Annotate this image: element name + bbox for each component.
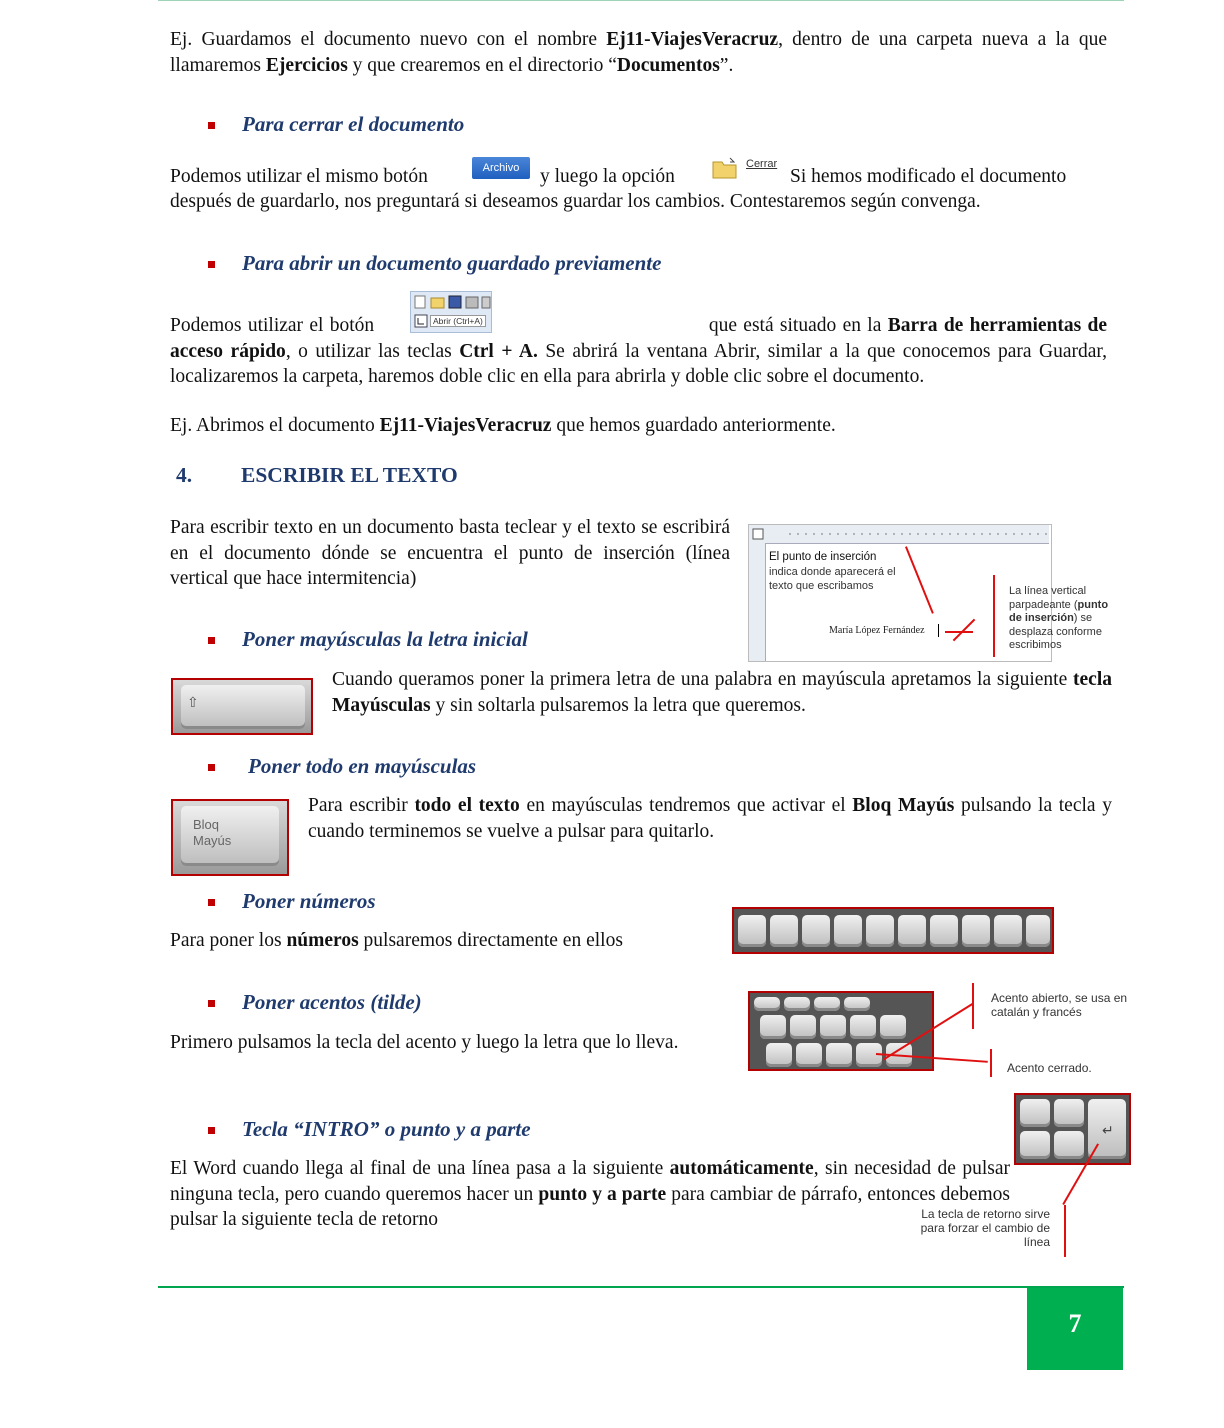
heading-intro: Tecla “INTRO” o punto y a parte [242,1117,531,1141]
left-margin-bar [749,543,766,661]
footer-rule [158,1286,1124,1288]
heading-abrir-documento: Para abrir un documento guardado previamente [242,251,662,275]
paragraph-numeros: Para poner los números pulsaremos directamente en ellos [170,930,623,951]
paragraph-guardar-ejemplo: Ej. Guardamos el documento nuevo con el nombre Ej11-ViajesVeracruz, dentro de una carpeta nueva a la que llamaremos Ejercicios y que crearemos en el directorio “Documentos”. [170,29,1107,76]
enter-key-image [1014,1093,1131,1165]
archivo-button[interactable]: Archivo [472,157,530,179]
annotation-acento-abierto: Acento abierto, se usa en catalán y francés [991,991,1128,1019]
figure-right-annotation: La línea vertical parpadeante (punto de inserción) se desplaza conforme escribimos [1009,585,1109,651]
ruler-ticks [749,525,1049,543]
cerrar-label: Cerrar [746,158,778,170]
paragraph-escribir: Para escribir texto en un documento basta teclear y el texto se escribirá en el documento dónde se encuentra el punto de inserción (línea vertical que hace intermitencia) [170,517,730,589]
paragraph-abrir: Podemos utilizar el botón que está situado en la Barra de herramientas de acceso rápido, o utilizar las teclas Ctrl + A. Se abrirá la ventana Abrir, similar a la que conocemos para Guardar, localizaremos la carpeta, haremos doble clic en ella para abrirla y doble clic sobre el documento. [170,315,1108,387]
figure-text: indica donde aparecerá el texto que escribamos [769,566,896,592]
heading-todo-mayusculas: Poner todo en mayúsculas [248,754,477,778]
figure-title: El punto de inserción [769,551,877,563]
bullet-square [208,764,215,771]
bullet-square [208,899,215,906]
insertion-point-figure [748,524,1109,662]
heading-mayusculas-inicial: Poner mayúsculas la letra inicial [242,627,528,651]
paragraph-mayusculas: Cuando queramos poner la primera letra de una palabra en mayúscula apretamos la siguiente tecla Mayúsculas y sin soltarla pulsaremos la letra que queremos. [332,669,1112,716]
top-rule [158,0,1124,1]
paragraph-intro: El Word cuando llega al final de una línea pasa a la siguiente automáticamente, sin necesidad de pulsar ninguna tecla, pero cuando queremos hacer un punto y a parte para cambiar de párrafo, entonces debemos pulsar la siguiente tecla de retorno [170,1158,1010,1230]
number-keys-image [732,907,1054,954]
annotation-retorno: La tecla de retorno sirve para forzar el cambio de línea [920,1207,1050,1249]
shift-arrow-icon: ⇧ [187,695,199,711]
sample-name: María López Fernández [829,625,925,636]
capslock-label-1: Bloq [193,817,220,832]
paragraph-acentos: Primero pulsamos la tecla del acento y luego la letra que lo lleva. [170,1032,679,1053]
capslock-key-image [171,799,289,876]
heading-acentos: Poner acentos (tilde) [242,990,422,1014]
open-tooltip: Abrir (Ctrl+A) [430,315,486,327]
paragraph-cerrar-text3: Si hemos modificado el documento [790,166,1067,187]
heading-numeros: Poner números [242,889,376,913]
paragraph-cerrar-line2: después de guardarlo, nos preguntará si deseamos guardar los cambios. Contestaremos según convenga. [170,191,981,212]
heading-cerrar-documento: Para cerrar el documento [242,112,465,136]
annotation-acento-cerrado: Acento cerrado. [1007,1061,1092,1075]
bullet-square [208,261,215,268]
page-number: 7 [1027,1288,1123,1370]
section-number: 4. [176,463,193,487]
bullet-square [208,637,215,644]
capslock-label-2: Mayús [193,833,232,848]
insertion-caret [938,624,939,637]
paragraph-todo-mayusculas: Para escribir todo el texto en mayúsculas tendremos que activar el Bloq Mayús pulsando la tecla y cuando terminemos se vuelve a pulsar para quitarlo. [308,795,1112,842]
paragraph-cerrar-line1: Podemos utilizar el mismo botón [170,166,428,187]
bullet-square [208,1127,215,1134]
bullet-square [208,1000,215,1007]
section-title: ESCRIBIR EL TEXTO [241,463,458,487]
cerrar-option[interactable] [708,154,780,182]
shift-key-image [171,678,313,735]
enter-arrow-icon: ↵ [1102,1123,1114,1139]
accent-keys-image [748,991,934,1071]
toolbar-icons [413,294,493,312]
paragraph-cerrar-text2: y luego la opción [540,166,675,187]
folder-icon [712,156,738,180]
paragraph-abrir-ejemplo: Ej. Abrimos el documento Ej11-ViajesVeracruz que hemos guardado anteriormente. [170,415,836,436]
bullet-square [208,122,215,129]
